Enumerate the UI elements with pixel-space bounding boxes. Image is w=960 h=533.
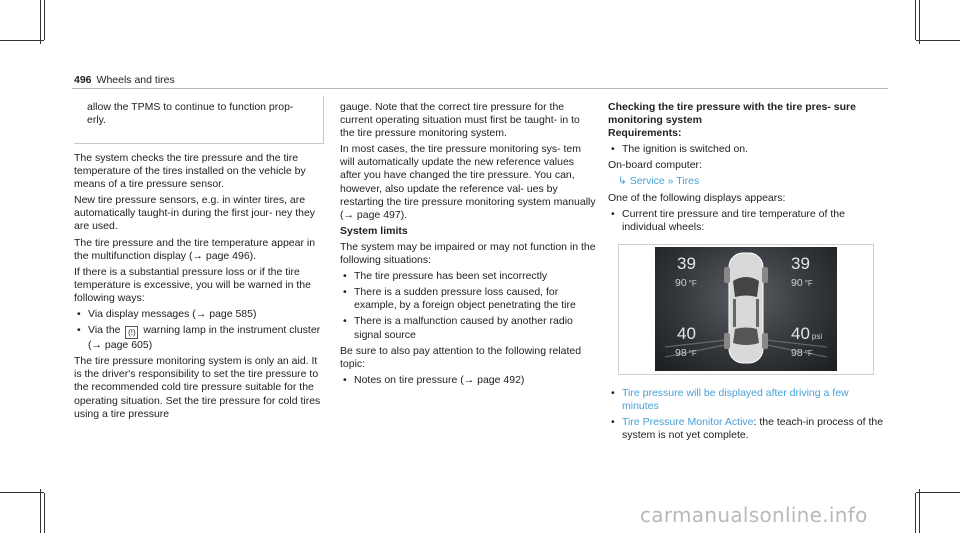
temp-value: 90 — [675, 276, 687, 289]
tire-pressure-warning-icon: (!) — [125, 326, 138, 339]
rear-left-pressure: 40 — [677, 323, 696, 343]
column-2 — [340, 101, 596, 390]
crop-mark — [916, 40, 960, 41]
rear-right-temp — [791, 347, 813, 360]
header-rule — [72, 88, 888, 89]
pressure-unit: psi — [811, 331, 823, 341]
double-chevron-icon: » — [667, 175, 674, 188]
page-header — [74, 74, 175, 86]
requirements-list — [608, 143, 888, 156]
page-number: 496 — [74, 74, 92, 86]
section-heading: System limits — [340, 224, 408, 237]
paragraph: The system may be impaired or may not function in the following situations: — [340, 240, 596, 267]
paragraph: One of the following displays appears: — [608, 191, 786, 204]
paragraph: Be sure to also pay attention to the following related topic: — [340, 344, 582, 370]
warning-list — [74, 308, 324, 352]
paragraph: On-board computer: — [608, 159, 702, 172]
rear-right-pressure — [791, 325, 822, 346]
tire-pressure-display-image — [618, 244, 874, 375]
section-heading: Checking the tire pressure with the tire pres- sure monitoring system — [608, 101, 856, 127]
front-right-temp — [791, 277, 813, 290]
crop-mark — [916, 492, 960, 493]
crop-mark — [0, 492, 44, 493]
menu-path — [608, 175, 888, 188]
crop-mark — [919, 489, 920, 533]
crop-mark — [44, 493, 45, 533]
temp-unit: °F — [688, 278, 697, 288]
paragraph: In most cases, the tire pressure monitoring sys- tem will automatically update the new reference values after you have changed the tire pressure. You can, however, also update the reference val- ues by restarting the tire pressure monitoring system manually (→ page 497). — [340, 143, 596, 221]
displays-list — [608, 208, 888, 234]
crop-mark — [40, 489, 41, 533]
related-list — [340, 374, 596, 387]
front-left-pressure: 39 — [677, 253, 696, 273]
crop-mark — [915, 0, 916, 40]
column-1 — [74, 96, 324, 424]
front-right-pressure: 39 — [791, 253, 810, 273]
list-item: • The ignition is switched on. — [608, 143, 888, 156]
note-box — [74, 96, 324, 144]
crop-mark — [44, 0, 45, 40]
menu-tires[interactable]: Tires — [676, 175, 700, 188]
temp-unit: °F — [688, 348, 697, 358]
watermark: carmanualsonline.info — [640, 503, 868, 527]
list-item: • There is a sudden pressure loss caused, for example, by a foreign object penetrating the tire — [340, 286, 596, 312]
list-item: • The tire pressure has been set incorrectly — [340, 270, 596, 283]
return-arrow-icon: ↳ — [618, 175, 627, 188]
list-text: : the teach-in process of the system is not yet complete. — [622, 416, 884, 442]
instrument-screen — [655, 247, 837, 371]
limits-list — [340, 270, 596, 341]
temp-unit: °F — [804, 348, 813, 358]
requirements-heading: Requirements: — [608, 127, 682, 140]
list-text: warning lamp in the instrument cluster (→ page 605) — [88, 324, 321, 352]
temp-value: 98 — [791, 346, 803, 359]
list-item: • Current tire pressure and tire temperature of the individual wheels: — [608, 208, 888, 234]
paragraph: The tire pressure monitoring system is only an aid. It is the driver's responsibility to set the tire pressure to the recommended cold tire pressure suitable for the operating situation. Set the tire pressure for cold tires using a tire pressure — [74, 355, 321, 420]
rear-left-temp — [675, 347, 697, 360]
paragraph: If there is a substantial pressure loss or if the tire temperature is excessive, you will be warned in the following ways: — [74, 265, 311, 304]
display-message-link[interactable]: Tire pressure will be displayed after driving a few minutes — [622, 386, 849, 412]
paragraph: The tire pressure and the tire temperature appear in the multifunction display (→ page 496). — [74, 236, 316, 262]
paragraph: New tire pressure sensors, e.g. in winter tires, are automatically taught-in during the first jour- ney they are used. — [74, 194, 316, 233]
menu-service[interactable]: Service — [629, 175, 665, 188]
crop-mark — [915, 493, 916, 533]
list-item — [74, 324, 324, 352]
message-list — [608, 387, 888, 442]
front-left-temp — [675, 277, 697, 290]
temp-unit: °F — [804, 278, 813, 288]
display-message-link[interactable]: Tire Pressure Monitor Active — [622, 416, 754, 429]
temp-value: 98 — [675, 346, 687, 359]
crop-mark — [0, 40, 44, 41]
list-item — [608, 387, 888, 413]
crop-mark — [40, 0, 41, 44]
paragraph: gauge. Note that the correct tire pressure for the current operating situation must first be taught- in to the tire pressure monitoring system. — [340, 101, 580, 140]
pressure-value: 40 — [791, 323, 810, 343]
crop-mark — [919, 0, 920, 44]
list-item: • Via display messages (→ page 585) — [74, 308, 324, 321]
temp-value: 90 — [791, 276, 803, 289]
paragraph: The system checks the tire pressure and the tire temperature of the tires installed on the vehicle by means of a tire pressure sensor. — [74, 152, 306, 191]
section-title: Wheels and tires — [96, 74, 175, 86]
list-text: Via the — [88, 324, 121, 337]
list-item: • There is a malfunction caused by another radio signal source — [340, 315, 596, 341]
note-text: allow the TPMS to continue to function prop- erly. — [87, 101, 294, 127]
list-item: • Notes on tire pressure (→ page 492) — [340, 374, 596, 387]
list-item — [608, 416, 888, 442]
column-3 — [608, 101, 888, 445]
